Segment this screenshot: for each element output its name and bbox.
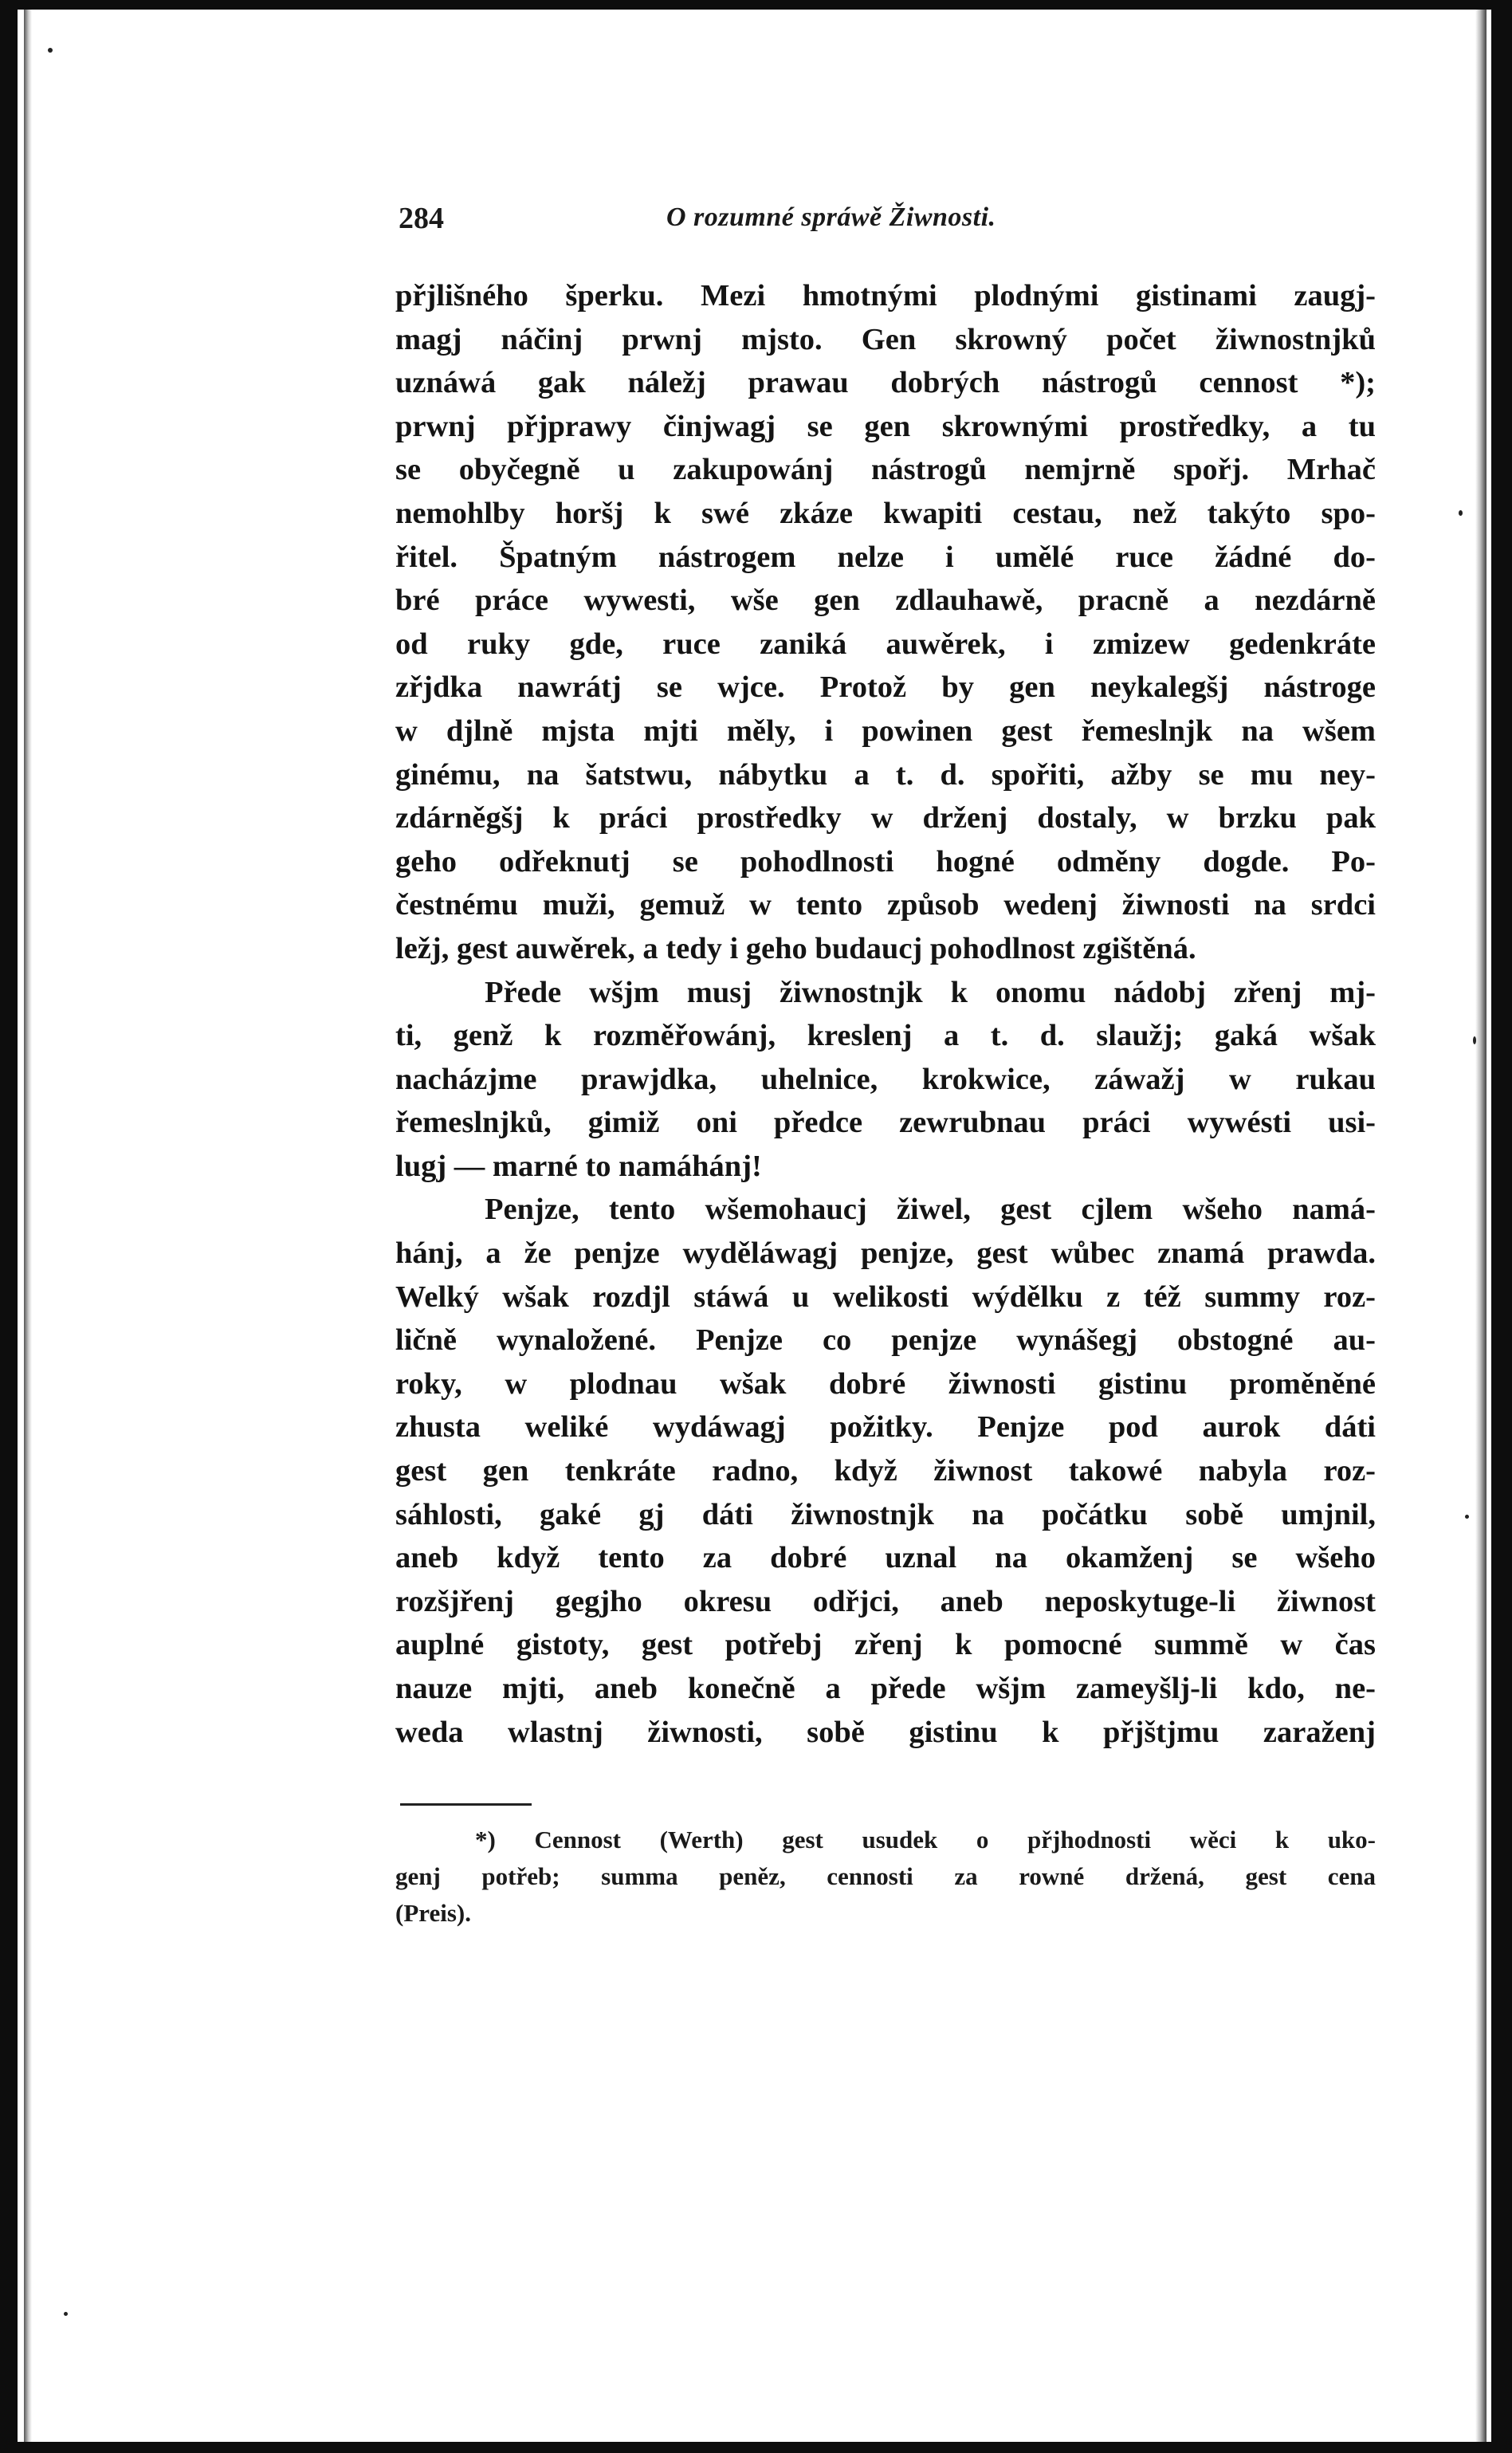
- text-line: sáhlosti, gaké gj dáti žiwnostnjk na počátku sobě umjnil,: [395, 1497, 1376, 1531]
- text-line: Welký wšak rozdjl stáwá u welikosti wýdělku z též summy roz-: [395, 1280, 1376, 1314]
- text-line: aneb když tento za dobré uznal na okamženj se wšeho: [395, 1541, 1376, 1575]
- text-line: hánj, a že penjze wyděláwagj penjze, gest wůbec znamá prawda.: [395, 1236, 1376, 1271]
- scan-speck: [64, 2312, 68, 2316]
- text-line: ti, genž k rozměřowánj, kreslenj a t. d. slaužj; gaká wšak: [395, 1019, 1376, 1053]
- footnote-line: genj potřeb; summa peněz, cennosti za rowné držená, gest cena: [395, 1862, 1376, 1891]
- body-text: [395, 274, 1376, 1754]
- book-page: [395, 191, 1376, 1932]
- text-line: nauze mjti, aneb konečně a přede wšjm zameyšlj-li kdo, ne-: [395, 1672, 1376, 1705]
- text-line: uznáwá gak náležj prawau dobrých nástrogů cennost *);: [395, 366, 1376, 400]
- text-line: roky, w plodnau wšak dobré žiwnosti gistinu proměněné: [395, 1366, 1376, 1401]
- text-line: gest gen tenkráte radno, když žiwnost takowé nabyla roz-: [395, 1454, 1376, 1488]
- text-line: přjlišného šperku. Mezi hmotnými plodnými gistinami zaugj-: [395, 279, 1376, 313]
- text-line: zřjdka nawrátj se wjce. Protož by gen neykalegšj nástroge: [395, 670, 1376, 705]
- text-line: lugj — marné to namáhánj!: [395, 1149, 762, 1183]
- text-line: ličně wynaložené. Penjze co penjze wynášegj obstogné au-: [395, 1323, 1376, 1358]
- footnote-rule: [400, 1803, 532, 1806]
- text-line: bré práce wywesti, wše gen zdlauhawě, pracně a nezdárně: [395, 584, 1376, 618]
- text-line: se obyčegně u zakupowánj nástrogů nemjrně spořj. Mrhač: [395, 453, 1376, 487]
- text-line: rozšjřenj gegjho okresu odřjci, aneb neposkytuge-li žiwnost: [395, 1584, 1376, 1618]
- text-line: magj náčinj prwnj mjsto. Gen skrowný počet žiwnostnjků: [395, 322, 1376, 356]
- text-line: od ruky gde, ruce zaniká auwěrek, i zmizew gedenkráte: [395, 627, 1376, 661]
- text-line: řitel. Špatným nástrogem nelze i umělé ruce žádné do-: [395, 540, 1376, 574]
- text-line: nacházjme prawjdka, uhelnice, krokwice, záwažj w rukau: [395, 1062, 1376, 1096]
- text-line: Penjze, tento wšemohaucj žiwel, gest cjlem wšeho namá-: [485, 1193, 1376, 1227]
- scan-speck: [48, 48, 53, 53]
- text-line: zhusta weliké wydáwagj požitky. Penjze pod aurok dáti: [395, 1410, 1376, 1445]
- footnote-line: (Preis).: [395, 1899, 471, 1928]
- running-title: O rozumné spráwě Žiwnosti.: [666, 202, 996, 232]
- text-line: Přede wšjm musj žiwnostnjk k onomu nádobj zřenj mj-: [485, 975, 1376, 1009]
- text-line: řemeslnjků, gimiž oni předce zewrubnau práci wywésti usi-: [395, 1106, 1376, 1140]
- text-line: zdárněgšj k práci prostředky w drženj dostaly, w brzku pak: [395, 801, 1376, 835]
- text-line: čestnému muži, gemuž w tento způsob wedenj žiwnosti na srdci: [395, 888, 1376, 922]
- scan-speck: [1473, 1036, 1476, 1044]
- text-line: ležj, gest auwěrek, a tedy i geho budaucj pohodlnost zgištěná.: [395, 931, 1196, 965]
- text-line: weda wlastnj žiwnosti, sobě gistinu k přjštjmu zaraženj: [395, 1715, 1376, 1749]
- scan-speck: [1465, 1515, 1469, 1519]
- text-line: ginému, na šatstwu, nábytku a t. d. spořiti, ažby se mu ney-: [395, 757, 1376, 792]
- page-number: 284: [399, 202, 444, 235]
- footnote-line: *) Cennost (Werth) gest usudek o přjhodnosti wěci k uko-: [475, 1826, 1376, 1854]
- text-line: geho odřeknutj se pohodlnosti hogné odměny dogde. Po-: [395, 844, 1376, 879]
- text-line: w djlně mjsta mjti měly, i powinen gest řemeslnjk na wšem: [395, 713, 1376, 748]
- text-line: prwnj přjprawy činjwagj se gen skrownými prostředky, a tu: [395, 409, 1376, 443]
- text-line: auplné gistoty, gest potřebj zřenj k pomocné summě w čas: [395, 1628, 1376, 1662]
- footnote: [395, 1822, 1376, 1932]
- text-line: nemohlby horšj k swé zkáze kwapiti cestau, než takýto spo-: [395, 496, 1376, 530]
- running-head: [395, 191, 1376, 247]
- scan-speck: [1459, 510, 1463, 516]
